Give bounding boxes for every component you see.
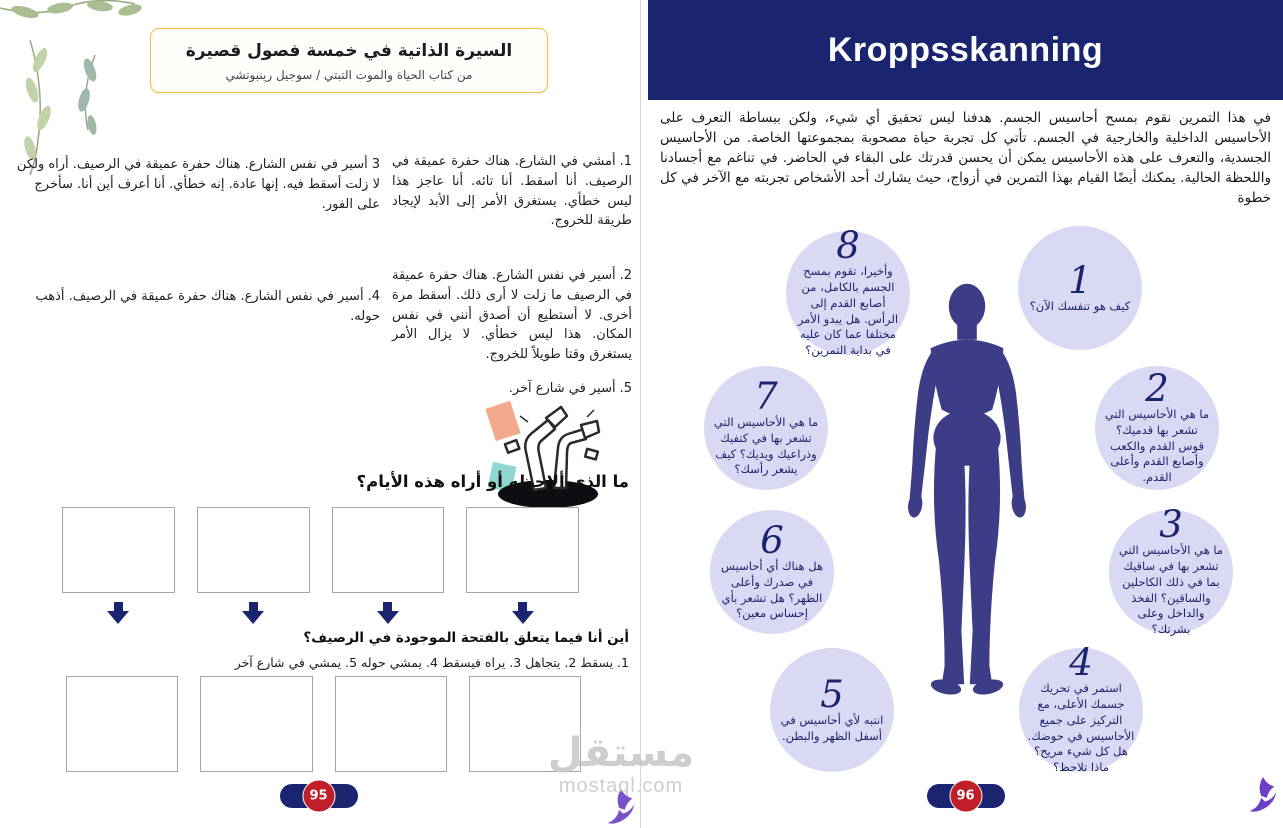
answer-cell bbox=[200, 676, 312, 772]
answer-cell bbox=[66, 676, 178, 772]
step-text: انتبه لأي أحاسيس في أسفل الظهر والبطن. bbox=[780, 712, 884, 743]
answer-cell bbox=[335, 676, 447, 772]
step-circle-1 bbox=[1018, 226, 1142, 350]
position-question: أين أنا فيما يتعلق بالفتحة الموجودة في الرصيف؟ bbox=[303, 630, 629, 646]
step-circle-5 bbox=[770, 648, 894, 772]
answer-box bbox=[335, 676, 447, 772]
paragraph-text: أسير في شارع آخر. bbox=[508, 381, 616, 396]
page-number: 95 bbox=[302, 780, 335, 813]
page-title: Kroppsskanning bbox=[827, 30, 1104, 69]
paragraph-text: أسير في نفس الشارع. هناك حفرة عميقة في الرصيف. أذهب حوله. bbox=[35, 289, 380, 324]
page-title: السيرة الذاتية في خمسة فصول قصيرة bbox=[185, 41, 513, 61]
paragraph-number: 4. bbox=[367, 289, 380, 304]
step-number: 2 bbox=[1145, 366, 1169, 410]
answer-boxes-row-1 bbox=[62, 507, 579, 624]
step-text: استمر في تحريك جسمك الأعلى، مع التركيز على جميع الأحاسيس في حوضك. هل كل شيء مريح؟ ماذا تلاحظ؟ bbox=[1027, 680, 1135, 775]
answer-box bbox=[200, 676, 312, 772]
page-number-badge bbox=[280, 784, 358, 808]
falling-into-hole-illustration bbox=[468, 390, 616, 516]
answer-box bbox=[197, 507, 310, 593]
answer-box bbox=[469, 676, 581, 772]
answer-cell bbox=[469, 676, 581, 772]
answer-box bbox=[332, 507, 445, 593]
paragraph-number: 5. bbox=[619, 381, 632, 396]
options-line: 1. يسقط 2. يتجاهل 3. يراه فيسقط 4. يمشي حوله 5. يمشي في شارع آخر bbox=[234, 655, 629, 670]
chapter-title-box bbox=[150, 28, 548, 93]
paragraph-text: أسير في نفس الشارع. هناك حفرة عميقة في الرصيف. أراه ولكن لا زلت أسقط فيه. إنها عادة. إنه خطأي. أنا أعرف أين أنا. سأخرج على الفور. bbox=[16, 157, 380, 212]
answer-box bbox=[66, 676, 178, 772]
step-circle-8 bbox=[786, 223, 910, 358]
paragraph-number: 1. bbox=[619, 154, 632, 169]
step-circle-2 bbox=[1095, 366, 1219, 490]
answer-boxes-row-2 bbox=[66, 676, 581, 772]
paragraph-text: أمشي في الشارع. هناك حفرة عميقة في الرصيف. أنا أسقط. أنا تائه. أنا عاجز هذا ليس خطأي. يستغرق الأمر إلى الأبد لإيجاد طريقة للخروج. bbox=[392, 154, 632, 229]
step-text: ما هي الأحاسيس التي تشعر بها في ساقيك بما في ذلك الكاحلين والساقين؟ الفخذ والداخل وعلى بشرتك؟ bbox=[1118, 542, 1224, 637]
intro-paragraph: في هذا التمرين نقوم بمسح أحاسيس الجسم. هدفنا ليس تحقيق أي شيء، ولكن ببساطة التعرف على الأحاسيس الداخلية والخارجية في الجسم. تأتي كل تجربة حياة مصحوبة بمجموعتها الخاصة. من الأحاسيس الجسدية، والتعرف على هذه الأحاسيس يمكن أن يحسن قدرتك على البقاء في الحاضر. في تناغم مع أجسادنا واللحظة الحالية. يمكنك أيضًا القيام بهذا التمرين في أزواج، حيث يشارك أحد الأشخاص تجربته مع الآخر في كل خطوة bbox=[660, 110, 1271, 206]
right-page bbox=[648, 0, 1283, 828]
step-text: ما هي الأحاسيس التي تشعر بها في كتفيك وذراعيك ويديك؟ كيف يشعر رأسك؟ bbox=[713, 414, 819, 477]
answer-box bbox=[62, 507, 175, 593]
reflection-question: ما الذي ألاحظه أو أراه هذه الأيام؟ bbox=[356, 472, 629, 491]
paragraph-text: أسير في نفس الشارع. هناك حفرة عميقة في الرصيف ما زلت لا أرى ذلك. أسقط مرة أخرى. لا أستطيع أن أصدق أنني في نفس المكان. هذا ليس خطأي. لا يزال الأمر يستغرق وقتا طويلاً للخروج. bbox=[392, 268, 632, 362]
step-number: 7 bbox=[754, 374, 778, 418]
down-arrow-icon bbox=[107, 602, 129, 624]
mostaql-logo-icon bbox=[1246, 772, 1280, 816]
answer-cell bbox=[466, 507, 579, 624]
step-text: كيف هو تنفسك الآن؟ bbox=[1029, 298, 1131, 313]
page-subtitle: من كتاب الحياة والموت التبتي / سوجيل رينبوتشي bbox=[225, 68, 473, 82]
chapter-paragraph-4 bbox=[12, 287, 380, 327]
step-text: هل هناك أي أحاسيس في صدرك وأعلى الظهر؟ هل تشعر بأي إحساس معين؟ bbox=[720, 558, 824, 621]
step-number: 1 bbox=[1068, 258, 1092, 302]
step-number: 3 bbox=[1159, 502, 1183, 546]
page-number: 96 bbox=[949, 780, 982, 813]
paragraph-number: 3 bbox=[371, 157, 380, 172]
watermark-latin: mostaql.com bbox=[558, 775, 684, 797]
left-page bbox=[0, 0, 637, 828]
step-number: 4 bbox=[1069, 640, 1093, 684]
step-number: 5 bbox=[820, 672, 844, 716]
watermark-arabic: مستقل bbox=[547, 730, 695, 776]
step-number: 8 bbox=[836, 223, 860, 267]
page-divider bbox=[640, 0, 641, 828]
down-arrow-icon bbox=[512, 602, 534, 624]
answer-box bbox=[466, 507, 579, 593]
page-number-badge bbox=[927, 784, 1005, 808]
step-circle-7 bbox=[704, 366, 828, 490]
step-circle-3 bbox=[1109, 502, 1233, 637]
chapter-paragraph-1 bbox=[392, 152, 632, 231]
step-text: وأخيرا، تقوم بمسح الجسم بالكامل، من أصابع القدم إلى الرأس. هل يبدو الأمر مختلفا عما كان عليه في بداية التمرين؟ bbox=[797, 263, 899, 358]
down-arrow-icon bbox=[377, 602, 399, 624]
down-arrow-icon bbox=[242, 602, 264, 624]
answer-cell bbox=[332, 507, 445, 624]
step-text: ما هي الأحاسيس التي تشعر بها قدميك؟ قوس القدم والكعب وأصابع القدم وأعلى القدم. bbox=[1104, 406, 1210, 485]
body-silhouette bbox=[883, 281, 1051, 701]
step-circle-4 bbox=[1019, 640, 1143, 775]
step-number: 6 bbox=[760, 518, 784, 562]
chapter-paragraph-3 bbox=[12, 155, 380, 214]
header-band bbox=[648, 0, 1283, 100]
answer-cell bbox=[62, 507, 175, 624]
mostaql-logo-icon bbox=[604, 784, 638, 828]
step-circle-6 bbox=[710, 510, 834, 634]
answer-cell bbox=[197, 507, 310, 624]
chapter-paragraph-2 bbox=[392, 266, 632, 365]
paragraph-number: 2. bbox=[619, 268, 632, 283]
